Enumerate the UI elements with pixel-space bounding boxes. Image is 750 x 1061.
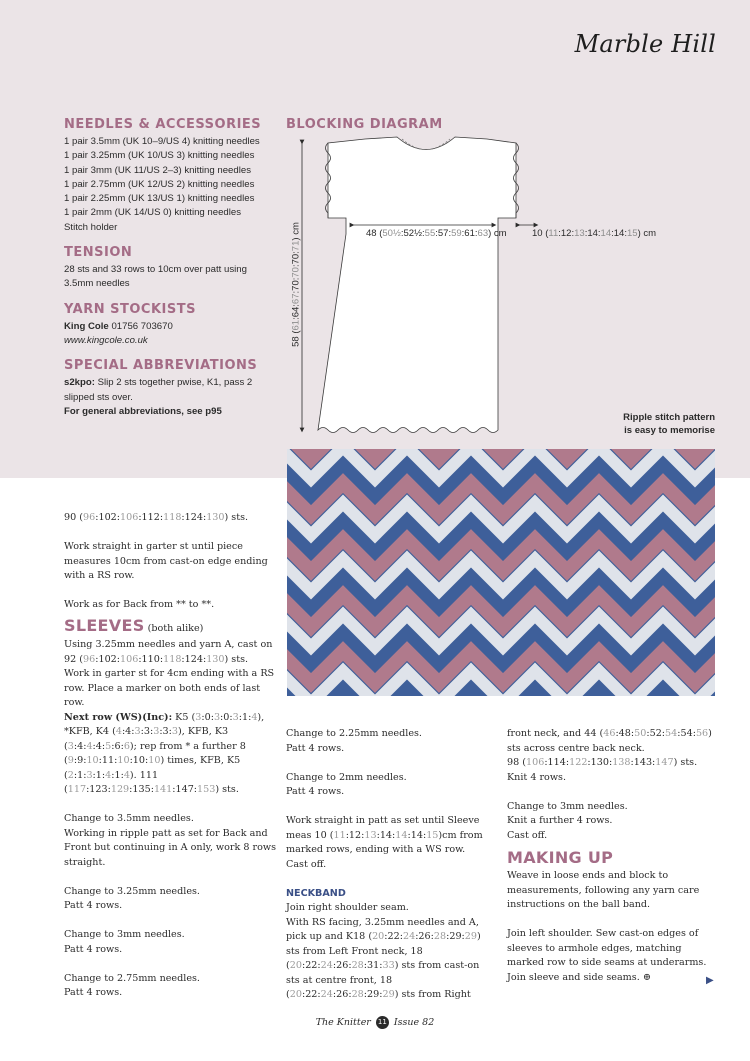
paragraph: Work straight in garter st until piece measures 10cm from cast-on edge ending with a RS row. <box>64 541 268 581</box>
needles-heading: NEEDLES & ACCESSORIES <box>64 117 262 132</box>
page-footer <box>0 1016 750 1029</box>
making-up-heading: MAKING UP <box>507 848 614 867</box>
paragraph: Working in ripple patt as set for Back and Front but continuing in A only, work 8 rows straight. <box>64 827 277 868</box>
list-item: 1 pair 3.5mm (UK 10–9/US 4) knitting needles <box>64 136 260 147</box>
photo-caption: Ripple stitch pattern is easy to memorise <box>623 412 715 436</box>
paragraph: marked rows, ending with a WS row. <box>286 844 466 855</box>
list-item: 1 pair 3.25mm (UK 10/US 3) knitting needles <box>64 150 255 162</box>
paragraph: Work as for Back from ** to **. <box>64 599 215 610</box>
paragraph: Work in garter st for 4cm ending with a RS row. Place a marker on both ends of last row. <box>64 668 275 708</box>
list-item: 1 pair 2.25mm (UK 13/US 1) knitting needles <box>64 193 255 205</box>
paragraph: 90 (96:102:106:112:118:124:130) sts. <box>64 512 249 523</box>
list-item: 1 pair 2mm (UK 14/US 0) knitting needles <box>64 207 242 219</box>
ripple-stitch-photo <box>287 449 715 696</box>
paragraph: Change to 3mm needles. <box>64 929 185 940</box>
abbr-def: slipped sts over. <box>64 391 133 403</box>
sleeves-heading: SLEEVES <box>64 615 145 635</box>
paragraph: Knit 4 rows. <box>507 771 567 783</box>
paragraph: Using 3.25mm needles and yarn A, cast on 92 (96:102:106:110:118:124:130) sts. <box>64 639 273 665</box>
list-item: 1 pair 2.75mm (UK 12/US 2) knitting needles <box>64 178 255 190</box>
paragraph: Join right shoulder seam. <box>286 902 409 913</box>
paragraph: front neck, and 44 (46:48:50:52:54:54:56) <box>507 728 712 739</box>
paragraph: Cast off. <box>286 858 327 870</box>
paragraph: Change to 2.75mm needles. <box>64 972 200 984</box>
continue-arrow-icon: ▶ <box>706 975 714 986</box>
paragraph: Next row (WS)(Inc): K5 (3:0:3:0:3:1:4), *KFB, K4 (4:4:3:3:3:3:3), KFB, K3 (3:4:4:4:5:6:6); rep from * a further 8 (9:9:10:11:10:10:10) times, KFB, K5 (2:1:3:1:4:1:4). 111 (117:123:129:135:141:147:153) sts. <box>64 711 265 795</box>
yarn-brand: King Cole <box>64 320 109 332</box>
info-column <box>64 117 279 429</box>
paragraph: Patt 4 rows. <box>286 742 345 754</box>
paragraph: Knit a further 4 rows. <box>507 815 613 826</box>
text-column-3 <box>507 727 717 985</box>
garment-outline <box>318 137 516 433</box>
yarn-phone: 01756 703670 <box>111 320 173 332</box>
text-column-1 <box>64 511 276 1001</box>
list-item: 1 pair 3mm (UK 11/US 2–3) knitting needles <box>64 164 251 176</box>
pattern-title: Marble Hill <box>574 30 716 58</box>
issue-number: Issue 82 <box>393 1017 435 1028</box>
paragraph: Change to 3.25mm needles. <box>64 885 200 897</box>
paragraph: Change to 2mm needles. <box>286 771 407 783</box>
tension-heading: TENSION <box>64 245 133 261</box>
page-number: 11 <box>376 1016 389 1029</box>
tension-text: 3.5mm needles <box>64 278 130 290</box>
width-measurement: 48 (50½:52½:55:57:59:61:63) cm <box>366 228 507 239</box>
needles-list <box>64 135 279 235</box>
paragraph: Change to 2.25mm needles. <box>286 728 422 739</box>
paragraph: sts across centre back neck. <box>507 742 645 754</box>
paragraph: Change to 3mm needles. <box>507 800 628 812</box>
paragraph: Join left shoulder. Sew cast-on edges of sleeves to armhole edges, matching marked row to side seams at underarms. Join sleeve and side seams. ⊕ <box>507 928 707 983</box>
tension-text: 28 sts and 33 rows to 10cm over patt using <box>64 264 247 276</box>
abbr-term: s2kpo: <box>64 377 95 389</box>
length-measurement: 58 (61:64:67:70:70:70:71) cm <box>290 222 302 347</box>
sleeve-measurement: 10 (11:12:13:14:14:14:15) cm <box>532 228 657 239</box>
paragraph: Patt 4 rows. <box>64 987 123 998</box>
paragraph: Work straight in patt as set until Sleeve meas 10 (11:12:13:14:14:14:15)cm from <box>286 815 483 841</box>
paragraph: Change to 3.5mm needles. <box>64 813 194 824</box>
end-mark-icon: ⊕ <box>642 971 651 983</box>
abbreviations-heading: SPECIAL ABBREVIATIONS <box>64 358 258 374</box>
paragraph: Patt 4 rows. <box>286 786 345 797</box>
yarn-website[interactable]: www.kingcole.co.uk <box>64 334 148 346</box>
paragraph: 98 (106:114:122:130:138:143:147) sts. <box>507 757 698 768</box>
text-column-2 <box>286 727 496 1003</box>
blocking-diagram <box>280 130 580 440</box>
paragraph: Patt 4 rows. <box>64 943 123 955</box>
yarn-heading: YARN STOCKISTS <box>64 301 196 317</box>
sleeves-subheading: (both alike) <box>147 622 204 634</box>
paragraph: With RS facing, 3.25mm needles and A, pick up and K18 (20:22:24:26:28:29:29) sts from Left Front neck, 18 (20:22:24:26:28:31:33) sts from cast-on sts at centre front, 18 (20:22:24:26:28:29:29) sts from Right <box>286 916 481 1000</box>
diagram-heading: BLOCKING DIAGRAM <box>286 117 443 132</box>
neckband-heading: NECKBAND <box>286 887 346 899</box>
abbr-general: For general abbreviations, see p95 <box>64 405 222 417</box>
list-item: Stitch holder <box>64 221 118 233</box>
paragraph: Cast off. <box>507 829 548 841</box>
paragraph: Patt 4 rows. <box>64 900 123 911</box>
paragraph: Weave in loose ends and block to measurements, following any yarn care instructions on the ball band. <box>507 870 700 910</box>
magazine-name: The Knitter <box>315 1017 371 1028</box>
abbr-def: Slip 2 sts together pwise, K1, pass 2 <box>97 377 253 389</box>
